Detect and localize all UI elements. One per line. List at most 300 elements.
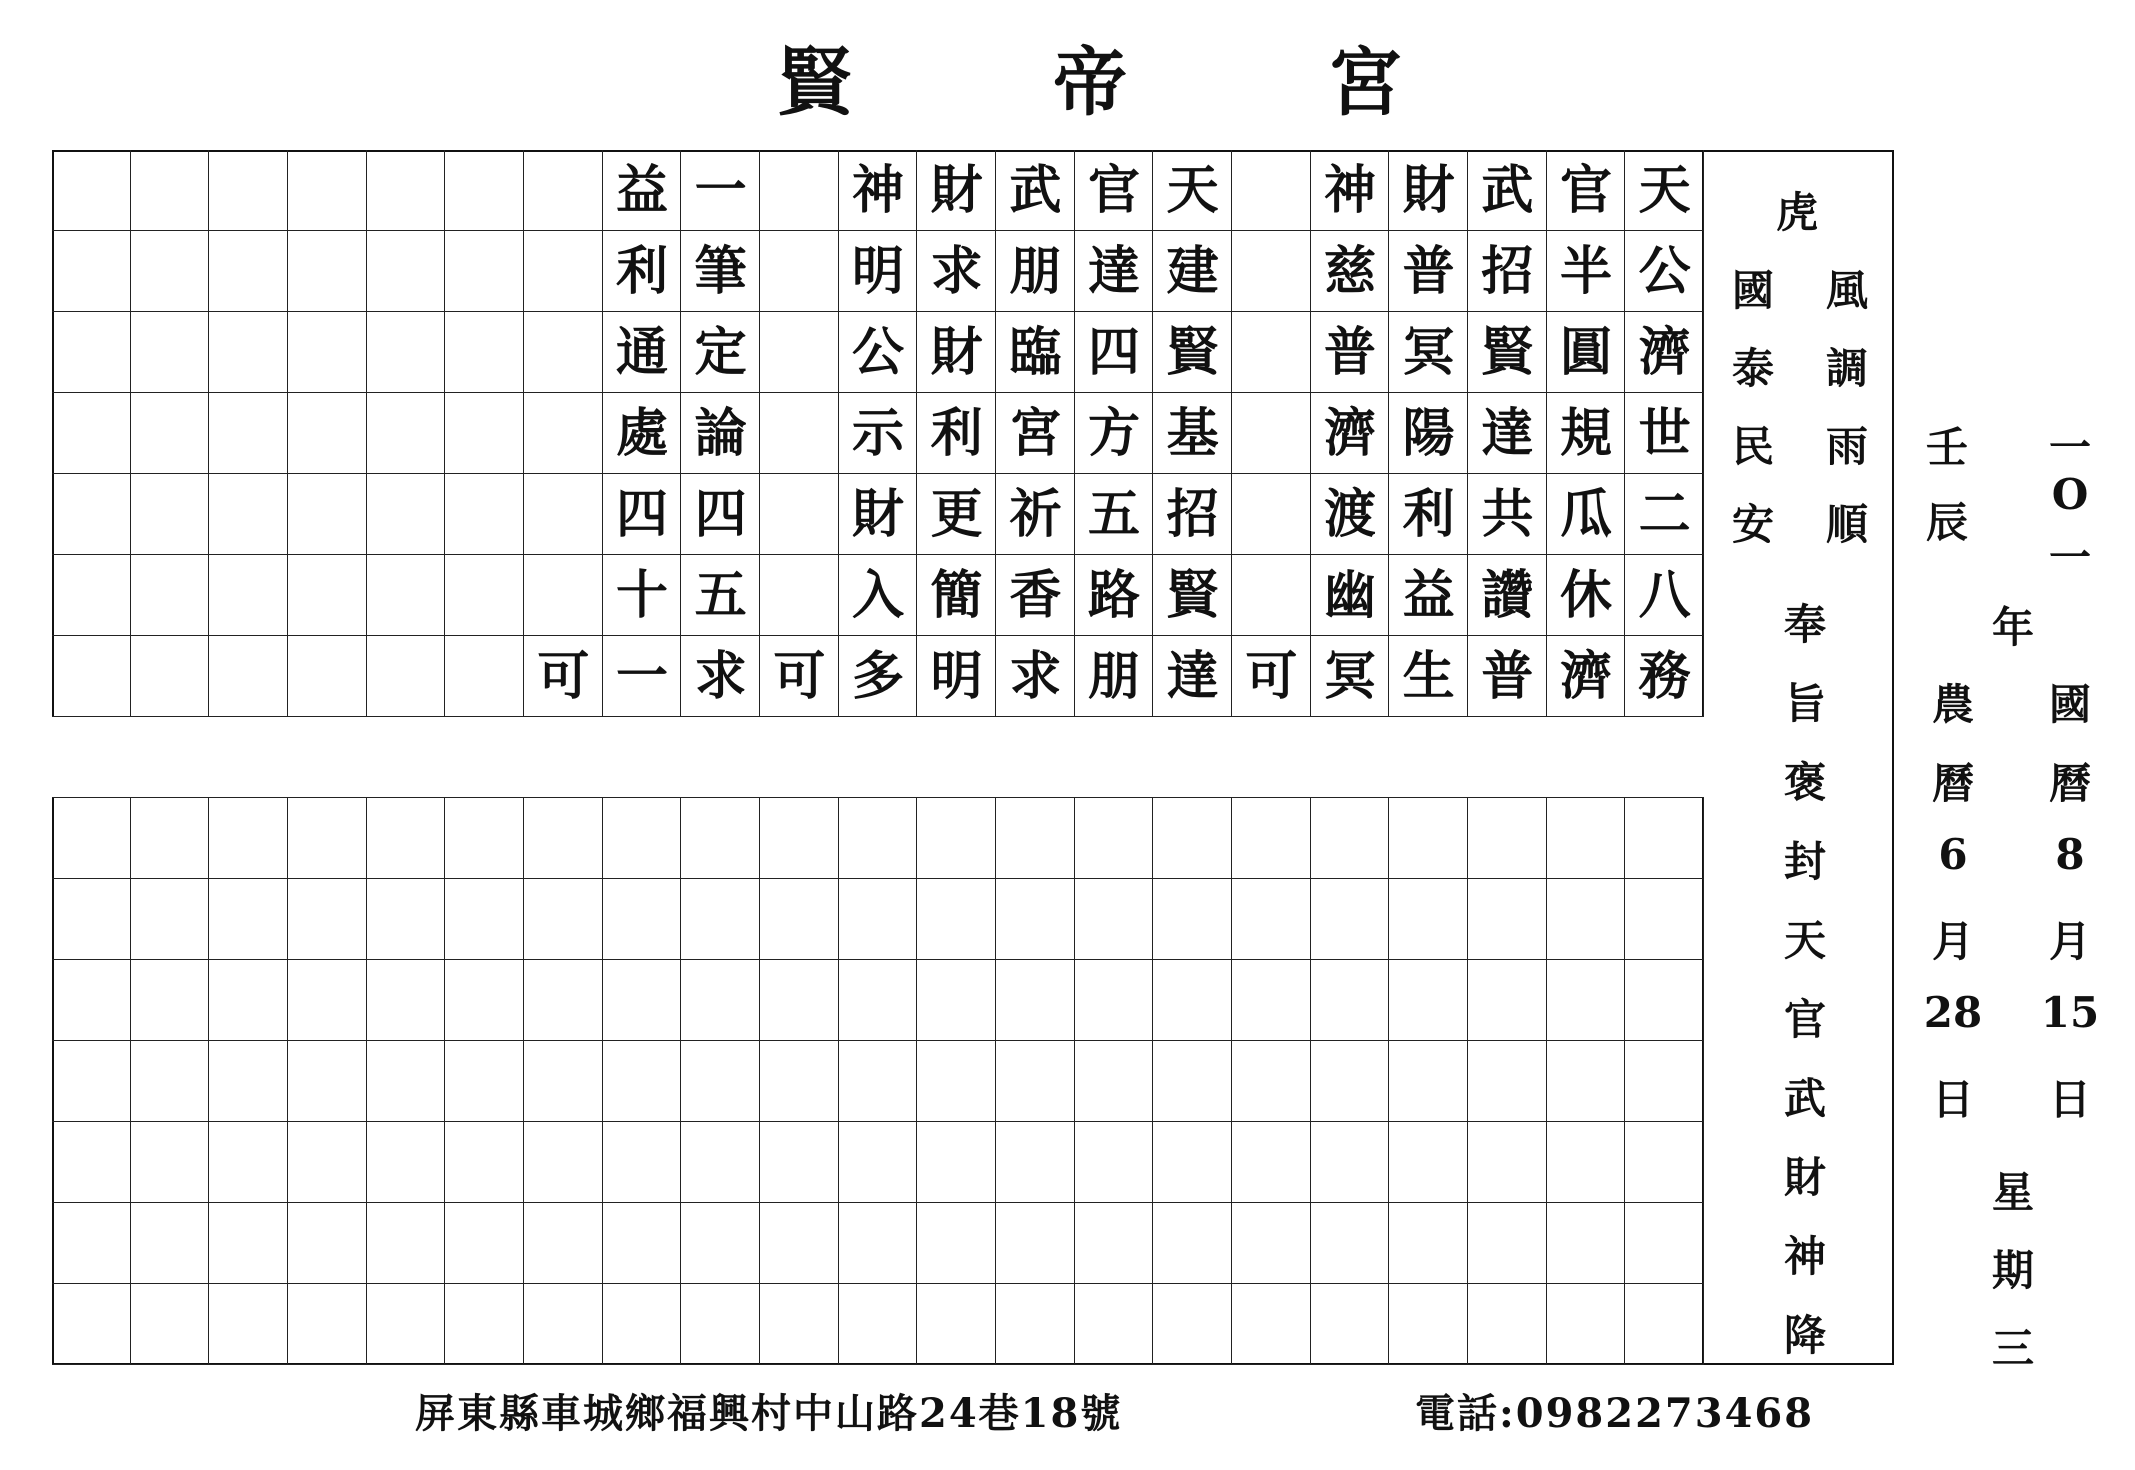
poem-char: 官 [1087, 160, 1140, 221]
grid-cell [52, 555, 131, 636]
grid-cell [367, 231, 446, 312]
grid-cell [288, 393, 367, 474]
grid-cell [1153, 1122, 1232, 1203]
poem-char: 益 [615, 160, 668, 221]
grid-cell [603, 960, 682, 1041]
grid-cell [131, 1122, 210, 1203]
blank-strip [52, 717, 1704, 798]
grid-cell [524, 555, 603, 636]
poem-char: 一 [694, 160, 747, 221]
grid-cell [445, 879, 524, 960]
grid-cell [760, 231, 839, 312]
decree-char: 天 [1783, 916, 1826, 965]
grid-cell [367, 636, 446, 717]
grid-cell [131, 150, 210, 231]
poem-char: 處 [615, 403, 668, 464]
poem-char: 明 [851, 241, 904, 302]
poem-char: 天 [1638, 160, 1691, 221]
grid-cell [524, 1122, 603, 1203]
grid-cell [445, 798, 524, 879]
grid-cell [996, 1122, 1075, 1203]
poem-char: 入 [851, 565, 904, 626]
grid-cell [209, 1203, 288, 1284]
grid-cell [1468, 1041, 1547, 1122]
grid-cell [288, 555, 367, 636]
grid-cell [445, 393, 524, 474]
grid-cell [131, 555, 210, 636]
grid-cell [760, 1203, 839, 1284]
grid-cell [603, 1122, 682, 1203]
grid-cell [52, 1041, 131, 1122]
grid-cell [760, 474, 839, 555]
poem-char: 基 [1166, 403, 1219, 464]
grid-cell [839, 960, 918, 1041]
grid-cell [917, 798, 996, 879]
decree-char: 武 [1783, 1074, 1826, 1123]
grid-cell [1547, 798, 1626, 879]
grid-cell [367, 1203, 446, 1284]
grid-cell [1232, 231, 1311, 312]
title-char-3: 宮 [1328, 40, 1402, 126]
poem-char: 陽 [1402, 403, 1455, 464]
grid-cell [1311, 879, 1390, 960]
grid-cell [1311, 1203, 1390, 1284]
poem-char: 達 [1087, 241, 1140, 302]
grid-cell [603, 879, 682, 960]
poem-char: 賢 [1166, 565, 1219, 626]
lunar-date: 月 [1931, 917, 1974, 966]
poem-char: 冥 [1323, 646, 1376, 707]
grid-cell [917, 1122, 996, 1203]
grid-cell [917, 1041, 996, 1122]
gregorian-label: 曆 [2048, 759, 2091, 808]
grid-cell [445, 960, 524, 1041]
grid-cell [52, 1122, 131, 1203]
grid-cell [131, 231, 210, 312]
poem-char: 利 [1402, 484, 1455, 545]
grid-cell [1075, 1041, 1154, 1122]
grid-cell [288, 1122, 367, 1203]
grid-cell [1625, 1284, 1704, 1365]
poem-char: 達 [1481, 403, 1534, 464]
grid-cell [1468, 879, 1547, 960]
grid-cell [209, 1041, 288, 1122]
poem-char: 武 [1009, 160, 1062, 221]
title-char-1: 賢 [778, 40, 852, 126]
grid-cell [445, 636, 524, 717]
poem-char: 讚 [1481, 565, 1534, 626]
poem-char: 賢 [1481, 322, 1534, 383]
gregorian-date: 日 [2048, 1075, 2091, 1124]
grid-cell [524, 1284, 603, 1365]
poem-char: 四 [615, 484, 668, 545]
grid-cell [1075, 798, 1154, 879]
decree-char: 官 [1783, 995, 1826, 1044]
grid-cell [209, 798, 288, 879]
grid-cell [760, 879, 839, 960]
grid-cell [603, 1284, 682, 1365]
grid-cell [1311, 1284, 1390, 1365]
grid-cell [1468, 1122, 1547, 1203]
grid-cell [603, 1041, 682, 1122]
grid-cell [1075, 1122, 1154, 1203]
grid-cell [367, 393, 446, 474]
grid-cell [131, 393, 210, 474]
grid-cell [52, 312, 131, 393]
poem-char: 世 [1638, 403, 1691, 464]
grid-cell [524, 474, 603, 555]
grid-cell [1232, 960, 1311, 1041]
grid-cell [288, 636, 367, 717]
poem-char: 八 [1638, 565, 1691, 626]
grid-cell [1075, 1284, 1154, 1365]
grid-cell [1625, 1122, 1704, 1203]
grid-cell [839, 1122, 918, 1203]
grid-cell [209, 150, 288, 231]
poem-char: 官 [1559, 160, 1612, 221]
poem-char: 幽 [1323, 565, 1376, 626]
grid-cell [917, 960, 996, 1041]
grid-cell [367, 1284, 446, 1365]
poem-char: 慈 [1323, 241, 1376, 302]
poem-char: 公 [1638, 241, 1691, 302]
grid-cell [524, 393, 603, 474]
grid-cell [1232, 312, 1311, 393]
grid-cell [445, 555, 524, 636]
grid-cell [917, 879, 996, 960]
poem-char: 論 [694, 403, 747, 464]
lunar-date: 6 [1938, 830, 1968, 879]
grid-cell [524, 798, 603, 879]
grid-cell [367, 879, 446, 960]
grid-cell [1468, 798, 1547, 879]
poem-char: 明 [930, 646, 983, 707]
blessing-right-char: 調 [1825, 344, 1868, 393]
poem-char: 半 [1559, 241, 1612, 302]
grid-cell [1311, 960, 1390, 1041]
grid-cell [1468, 960, 1547, 1041]
grid-cell [996, 798, 1075, 879]
grid-cell [209, 474, 288, 555]
grid-cell [367, 474, 446, 555]
grid-cell [209, 960, 288, 1041]
grid-cell [681, 960, 760, 1041]
year-char: 一 [2048, 423, 2091, 472]
grid-cell [209, 555, 288, 636]
grid-cell [367, 960, 446, 1041]
grid-cell [52, 474, 131, 555]
grid-cell [681, 1122, 760, 1203]
grid-cell [52, 150, 131, 231]
year-char: 年 [1991, 603, 2034, 652]
year-char: O [2051, 470, 2089, 519]
grid-cell [1153, 1041, 1232, 1122]
grid-cell [1547, 879, 1626, 960]
grid-cell [1232, 555, 1311, 636]
grid-cell [1389, 960, 1468, 1041]
decree-char: 財 [1783, 1153, 1826, 1202]
grid-cell [1311, 798, 1390, 879]
poem-char: 五 [1087, 484, 1140, 545]
grid-cell [288, 150, 367, 231]
poem-char: 四 [694, 484, 747, 545]
phone: 電話:0982273468 [1415, 1390, 1815, 1437]
grid-cell [209, 1284, 288, 1365]
poem-char: 可 [1245, 646, 1298, 707]
weekday-char: 星 [1991, 1168, 2034, 1217]
grid-cell [52, 393, 131, 474]
grid-cell [1389, 1284, 1468, 1365]
poem-char: 求 [694, 646, 747, 707]
grid-cell [839, 1284, 918, 1365]
grid-cell [917, 1203, 996, 1284]
grid-cell [131, 1041, 210, 1122]
grid-cell [209, 393, 288, 474]
grid-cell [1547, 1041, 1626, 1122]
grid-cell [131, 1284, 210, 1365]
grid-cell [1153, 960, 1232, 1041]
grid-cell [1232, 150, 1311, 231]
blessing-left-char: 安 [1731, 500, 1774, 549]
decree-char: 神 [1783, 1232, 1826, 1281]
poem-char: 達 [1166, 646, 1219, 707]
grid-cell [445, 1203, 524, 1284]
grid-cell [1389, 1041, 1468, 1122]
grid-cell [1311, 1122, 1390, 1203]
grid-cell [1075, 879, 1154, 960]
grid-cell [1153, 798, 1232, 879]
grid-cell [1625, 960, 1704, 1041]
poem-char: 渡 [1323, 484, 1376, 545]
grid-cell [1232, 798, 1311, 879]
poem-char: 財 [1402, 160, 1455, 221]
grid-cell [288, 798, 367, 879]
grid-cell [996, 1203, 1075, 1284]
grid-cell [288, 1041, 367, 1122]
grid-cell [1232, 879, 1311, 960]
grid-cell [524, 231, 603, 312]
grid-cell [367, 150, 446, 231]
grid-cell [209, 636, 288, 717]
grid-cell [131, 312, 210, 393]
grid-cell [445, 1284, 524, 1365]
grid-cell [524, 879, 603, 960]
grid-cell [52, 636, 131, 717]
poem-char: 可 [773, 646, 826, 707]
ganzhi-char: 壬 [1925, 423, 1968, 472]
grid-cell [1153, 1284, 1232, 1365]
blessing-right-char: 風 [1825, 266, 1868, 315]
poem-char: 利 [930, 403, 983, 464]
grid-cell [288, 312, 367, 393]
grid-cell [209, 1122, 288, 1203]
grid-cell [131, 960, 210, 1041]
grid-cell [1232, 1122, 1311, 1203]
gregorian-date: 8 [2055, 830, 2085, 879]
poem-char: 定 [694, 322, 747, 383]
blessing-right-char: 雨 [1825, 422, 1868, 471]
grid-cell [839, 1041, 918, 1122]
poem-char: 五 [694, 565, 747, 626]
grid-cell [1389, 879, 1468, 960]
grid-cell [52, 960, 131, 1041]
lunar-date: 28 [1923, 988, 1983, 1037]
poem-char: 武 [1481, 160, 1534, 221]
main-grid [52, 150, 1704, 1365]
grid-cell [52, 1203, 131, 1284]
grid-cell [996, 960, 1075, 1041]
grid-cell [681, 1041, 760, 1122]
poem-char: 規 [1559, 403, 1612, 464]
gregorian-date: 月 [2048, 917, 2091, 966]
decree-char: 旨 [1783, 679, 1826, 728]
grid-cell [603, 798, 682, 879]
grid-cell [131, 1203, 210, 1284]
grid-cell [1468, 1284, 1547, 1365]
grid-cell [367, 798, 446, 879]
grid-cell [288, 231, 367, 312]
grid-cell [760, 798, 839, 879]
grid-cell [52, 1284, 131, 1365]
grid-cell [760, 1122, 839, 1203]
poem-char: 宮 [1009, 403, 1062, 464]
decree-char: 褒 [1783, 758, 1826, 807]
poem-char: 賢 [1166, 322, 1219, 383]
poem-char: 天 [1166, 160, 1219, 221]
grid-cell [760, 1284, 839, 1365]
lunar-label: 農 [1931, 680, 1974, 729]
grid-cell [524, 1203, 603, 1284]
grid-cell [1311, 1041, 1390, 1122]
poem-char: 十 [615, 565, 668, 626]
grid-cell [1547, 1284, 1626, 1365]
grid-cell [445, 150, 524, 231]
grid-cell [131, 879, 210, 960]
grid-cell [288, 960, 367, 1041]
grid-cell [445, 231, 524, 312]
grid-cell [681, 798, 760, 879]
grid-cell [917, 1284, 996, 1365]
grid-cell [603, 1203, 682, 1284]
poem-char: 圓 [1559, 322, 1612, 383]
poem-char: 簡 [930, 565, 983, 626]
grid-cell [367, 1122, 446, 1203]
poem-char: 普 [1323, 322, 1376, 383]
poem-char: 休 [1559, 565, 1612, 626]
poem-char: 更 [930, 484, 983, 545]
grid-cell [996, 1041, 1075, 1122]
poem-char: 生 [1402, 646, 1455, 707]
poem-char: 濟 [1559, 646, 1612, 707]
grid-cell [1547, 1203, 1626, 1284]
grid-cell [996, 879, 1075, 960]
poem-char: 普 [1481, 646, 1534, 707]
grid-cell [839, 879, 918, 960]
blessing-left-char: 國 [1731, 266, 1774, 315]
poem-char: 求 [1009, 646, 1062, 707]
address: 屏東縣車城鄉福興村中山路24巷18號 [415, 1390, 1123, 1437]
poem-char: 通 [615, 322, 668, 383]
grid-cell [1153, 1203, 1232, 1284]
blessing-left-char: 泰 [1731, 344, 1774, 393]
grid-cell [52, 879, 131, 960]
poem-char: 財 [930, 160, 983, 221]
grid-cell [524, 1041, 603, 1122]
grid-cell [1625, 798, 1704, 879]
grid-cell [1153, 879, 1232, 960]
grid-cell [52, 231, 131, 312]
poem-char: 多 [851, 646, 904, 707]
poem-char: 財 [930, 322, 983, 383]
grid-cell [367, 312, 446, 393]
grid-cell [760, 393, 839, 474]
poem-char: 可 [537, 646, 590, 707]
grid-cell [1625, 879, 1704, 960]
grid-cell [445, 1122, 524, 1203]
poem-char: 香 [1009, 565, 1062, 626]
grid-cell [1547, 960, 1626, 1041]
decree-char: 封 [1783, 837, 1826, 886]
grid-cell [760, 150, 839, 231]
poem-char: 濟 [1323, 403, 1376, 464]
grid-cell [760, 555, 839, 636]
poem-char: 方 [1087, 403, 1140, 464]
poem-char: 建 [1166, 241, 1219, 302]
grid-cell [760, 312, 839, 393]
grid-cell [131, 798, 210, 879]
poem-char: 利 [615, 241, 668, 302]
grid-cell [524, 312, 603, 393]
grid-cell [52, 798, 131, 879]
weekday-char: 三 [1991, 1324, 2034, 1373]
poem-char: 二 [1638, 484, 1691, 545]
grid-cell [1075, 960, 1154, 1041]
grid-cell [209, 231, 288, 312]
grid-cell [1075, 1203, 1154, 1284]
grid-cell [524, 150, 603, 231]
grid-cell [1625, 1203, 1704, 1284]
grid-cell [524, 960, 603, 1041]
poem-char: 財 [851, 484, 904, 545]
title-char-2: 帝 [1053, 40, 1127, 126]
grid-cell [288, 474, 367, 555]
poem-char: 一 [615, 646, 668, 707]
grid-cell [839, 1203, 918, 1284]
poem-char: 神 [1323, 160, 1376, 221]
poem-char: 示 [851, 403, 904, 464]
grid-cell [760, 1041, 839, 1122]
blessing-right-char: 虎 [1775, 188, 1818, 237]
lunar-date: 日 [1931, 1075, 1974, 1124]
grid-cell [131, 474, 210, 555]
grid-cell [1389, 798, 1468, 879]
poem-char: 招 [1166, 484, 1219, 545]
poem-char: 路 [1087, 565, 1140, 626]
grid-cell [1547, 1122, 1626, 1203]
poem-char: 祈 [1009, 484, 1062, 545]
grid-cell [131, 636, 210, 717]
decree-char: 奉 [1783, 600, 1826, 649]
gregorian-date: 15 [2040, 988, 2100, 1037]
gregorian-label: 國 [2048, 680, 2091, 729]
lunar-label: 曆 [1931, 759, 1974, 808]
grid-cell [1232, 474, 1311, 555]
poem-char: 四 [1087, 322, 1140, 383]
poem-char: 瓜 [1559, 484, 1612, 545]
poem-char: 益 [1402, 565, 1455, 626]
grid-cell [1232, 1284, 1311, 1365]
blessing-right-char: 順 [1825, 500, 1868, 549]
